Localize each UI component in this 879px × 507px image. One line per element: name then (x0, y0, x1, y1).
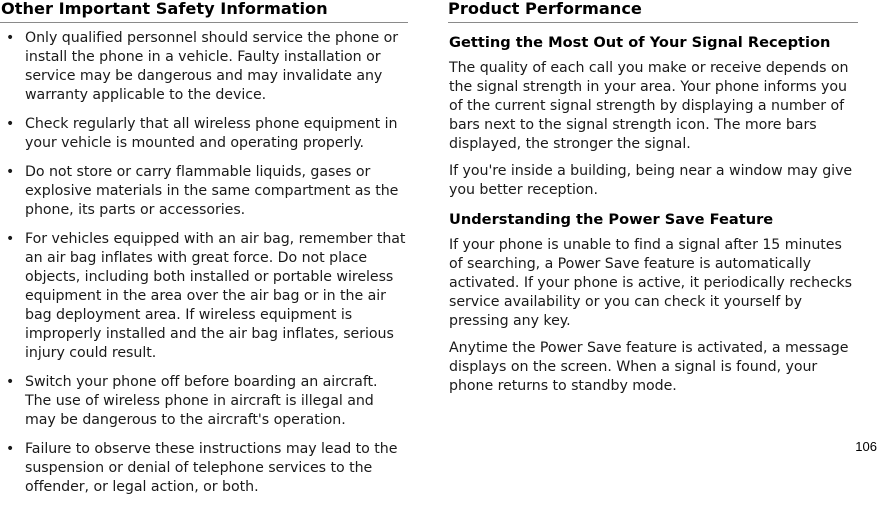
signal-reception-paragraph: The quality of each call you make or receive depends on the signal strength in your area. Your phone informs you of the current signal strength by displaying a number of bars next to the signal strength icon. The more bars displayed, the stronger the signal. (449, 60, 849, 152)
safety-heading: Other Important Safety Information (0, 0, 408, 23)
safety-bullet: • For vehicles equipped with an air bag, remember that an air bag inflates with great force. Do not place objects, including both installed or portable wireless equipment in the area over the air bag or in the air bag deployment area. If wireless equipment is improperly installed and the air bag inflates, serious injury could result. (0, 230, 408, 363)
power-save-paragraph: Anytime the Power Save feature is activated, a message displays on the screen. When a signal is found, your phone returns to standby mode. (449, 340, 849, 394)
safety-bullet: • Check regularly that all wireless phone equipment in your vehicle is mounted and operating properly. (0, 115, 408, 153)
product-performance-heading: Product Performance (448, 0, 858, 23)
page-number: 106 (855, 439, 877, 454)
left-column (0, 0, 408, 507)
signal-reception-paragraph: If you're inside a building, being near a window may give you better reception. (449, 163, 853, 198)
right-column (448, 0, 858, 404)
safety-bullet: • Do not store or carry flammable liquids, gases or explosive materials in the same compartment as the phone, its parts or accessories. (0, 163, 408, 220)
power-save-paragraph: If your phone is unable to find a signal after 15 minutes of searching, a Power Save feature is automatically activated. If your phone is active, it periodically rechecks service availability or you can check it yourself by pressing any key. (449, 237, 853, 329)
safety-bullet: • Switch your phone off before boarding an aircraft. The use of wireless phone in aircraft is illegal and may be dangerous to the aircraft's operation. (0, 373, 408, 430)
safety-bullet: • Failure to observe these instructions may lead to the suspension or denial of telephone services to the offender, or legal action, or both. (0, 440, 408, 497)
safety-bullet-list (0, 23, 408, 497)
safety-bullet: • Only qualified personnel should service the phone or install the phone in a vehicle. Faulty installation or service may be dangerous and may invalidate any warranty applicable to the device. (0, 29, 408, 105)
power-save-subheading: Understanding the Power Save Feature (449, 211, 774, 228)
signal-reception-subheading: Getting the Most Out of Your Signal Reception (449, 34, 831, 51)
